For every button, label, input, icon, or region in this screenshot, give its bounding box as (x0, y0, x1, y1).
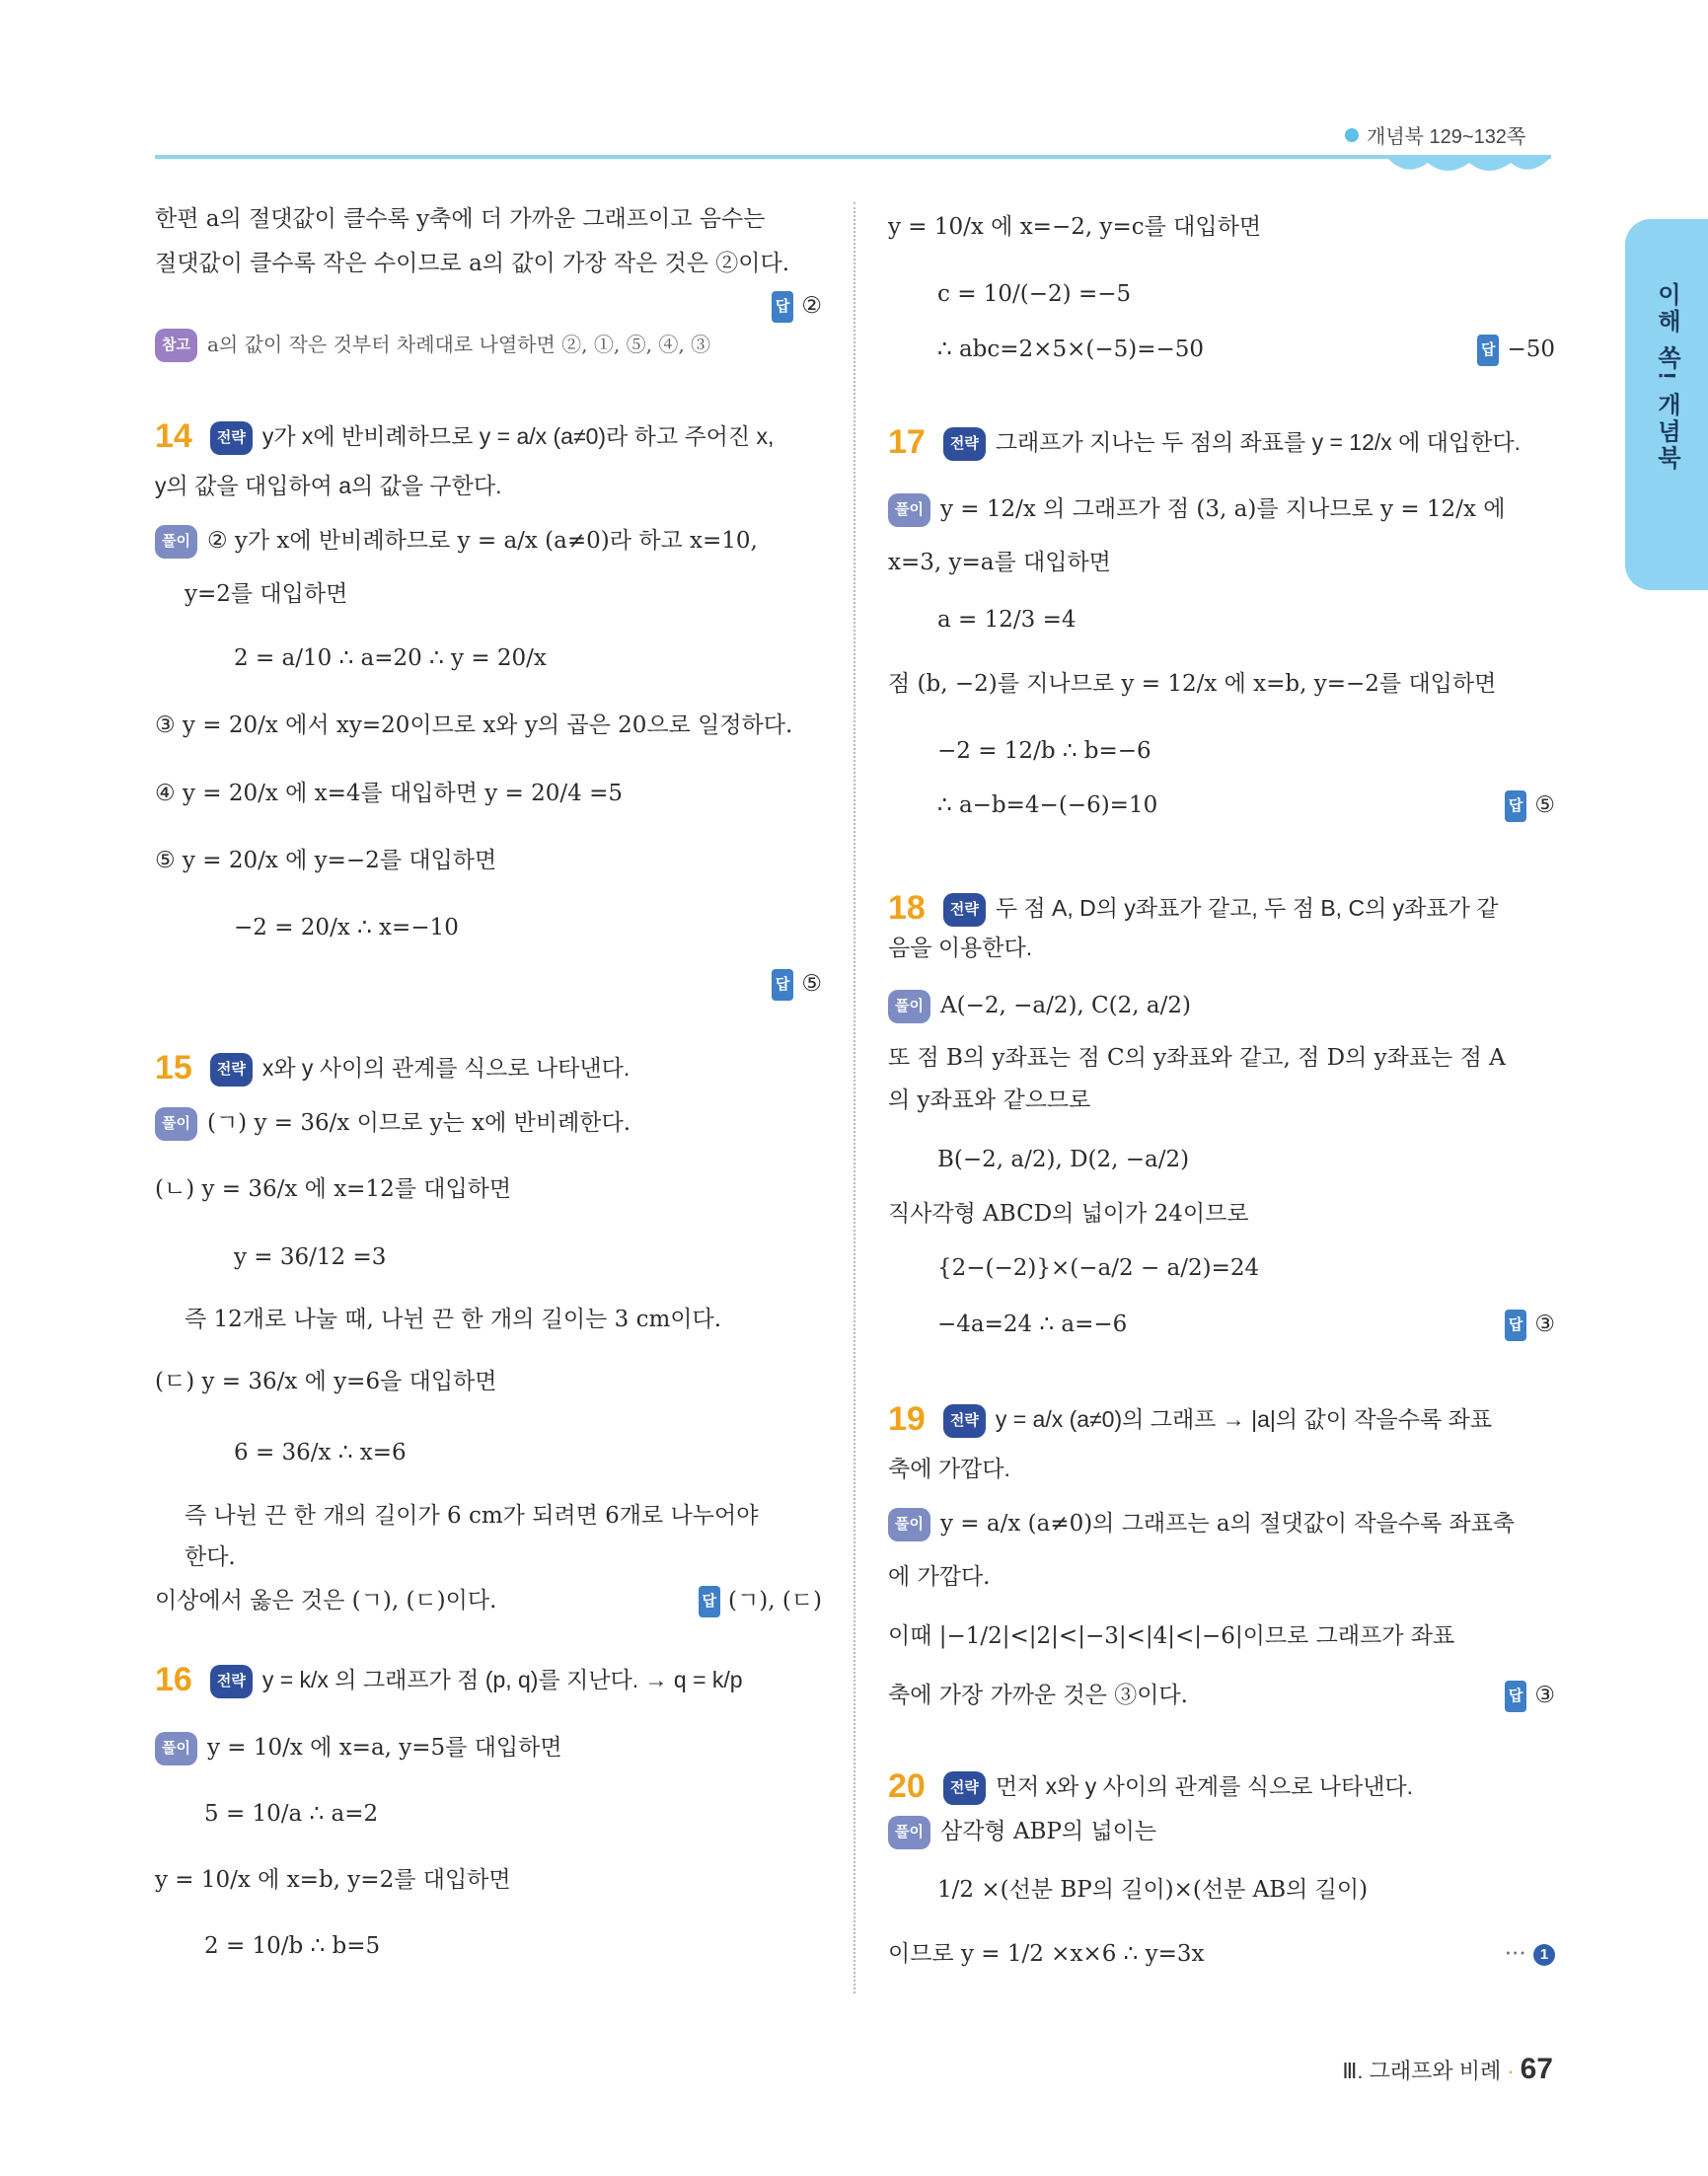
solution-line (155, 1107, 631, 1141)
answer-value: (ㄱ), (ㄷ) (728, 1588, 822, 1613)
solution-text: 이상에서 옳은 것은 (ㄱ), (ㄷ)이다. (155, 1588, 497, 1613)
answer-value: −50 (1507, 337, 1555, 362)
solution-text: −2 = 20/x ∴ x=−10 (234, 915, 459, 940)
solution-text: x=3, y=a를 대입하면 (888, 550, 1111, 575)
answer-line (1477, 335, 1555, 366)
page-number: 67 (1520, 2053, 1553, 2085)
answer-line (699, 1586, 822, 1617)
solution-line (155, 1732, 562, 1765)
solution-text: ∴ abc=2×5×(−5)=−50 (937, 337, 1205, 362)
answer-mark-icon: 답 (699, 1586, 721, 1617)
solution-tag: 풀이 (888, 1508, 930, 1541)
solution-text: −2 = 12/b ∴ b=−6 (937, 738, 1151, 764)
strategy-line (888, 1400, 1493, 1438)
strategy-tag: 전략 (943, 1771, 986, 1805)
solution-text: 이므로 y = 1/2 ×x×6 ∴ y=3x (888, 1941, 1205, 1967)
solution-text: y = 10/x 에 x=a, y=5를 대입하면 (206, 1735, 562, 1761)
solution-text: 직사각형 ABCD의 넓이가 24이므로 (888, 1201, 1249, 1227)
answer-mark-icon: 답 (1505, 1310, 1527, 1341)
answer-mark-icon: 답 (772, 969, 794, 1001)
solution-text: 2 = a/10 ∴ a=20 ∴ y = 20/x (234, 645, 547, 671)
answer-line (1505, 1681, 1555, 1712)
strategy-tag: 전략 (210, 1665, 253, 1698)
solution-line (155, 525, 758, 559)
strategy-line (888, 423, 1522, 461)
solution-text: y = 12/x 의 그래프가 점 (3, a)를 지나므로 y = 12/x 에 (939, 496, 1506, 522)
solution-text: 5 = 10/a ∴ a=2 (204, 1801, 379, 1827)
strategy-tag: 전략 (943, 1404, 986, 1438)
solution-tag: 풀이 (888, 493, 930, 527)
problem-number: 18 (888, 889, 926, 927)
solution-text: 점 (b, −2)를 지나므로 y = 12/x 에 x=b, y=−2를 대입하면 (888, 671, 1497, 697)
solution-text: B(−2, a/2), D(2, −a/2) (937, 1147, 1190, 1172)
solution-text: ④ y = 20/x 에 x=4를 대입하면 y = 20/4 =5 (155, 781, 623, 806)
strategy-text: y = k/x 의 그래프가 점 (p, q)를 지난다. → q = k/p (261, 1667, 743, 1692)
answer-value: ⑤ (1534, 792, 1555, 818)
reference-text: 개념북 129~132쪽 (1367, 126, 1526, 148)
strategy-text: 두 점 A, D의 y좌표가 같고, 두 점 B, C의 y좌표가 같 (995, 895, 1499, 921)
page-header-ref (1345, 120, 1525, 149)
solution-tag: 풀이 (155, 1732, 197, 1765)
answer-mark-icon: 답 (1505, 1681, 1527, 1712)
solution-text: 에 가깝다. (888, 1564, 991, 1590)
solution-text: −4a=24 ∴ a=−6 (937, 1312, 1128, 1337)
strategy-text: y가 x에 반비례하므로 y = a/x (a≠0)라 하고 주어진 x, (261, 423, 775, 449)
solution-text: 또 점 B의 y좌표는 점 C의 y좌표와 같고, 점 D의 y좌표는 점 A (888, 1045, 1506, 1071)
answer-line (772, 291, 822, 323)
solution-text: 즉 12개로 나눌 때, 나뉜 끈 한 개의 길이는 3 cm이다. (185, 1307, 722, 1332)
problem-number: 19 (888, 1400, 926, 1438)
strategy-line (155, 1661, 743, 1698)
answer-line (772, 969, 822, 1001)
solution-text: 2 = 10/b ∴ b=5 (204, 1933, 381, 1959)
solution-tag: 풀이 (155, 525, 197, 559)
solution-text: A(−2, −a/2), C(2, a/2) (939, 993, 1191, 1018)
strategy-text: y = a/x (a≠0)의 그래프 → |a|의 값이 작을수록 좌표 (995, 1406, 1493, 1432)
strategy-tag: 전략 (210, 1053, 253, 1087)
answer-line (1505, 790, 1555, 822)
note-tag: 참고 (155, 329, 197, 362)
solution-line (888, 990, 1191, 1023)
step-number-icon: 1 (1533, 1944, 1555, 1966)
strategy-line (155, 1049, 631, 1087)
strategy-text: 음을 이용한다. (888, 935, 1033, 960)
solution-text: ② y가 x에 반비례하므로 y = a/x (a≠0)라 하고 x=10, (206, 528, 758, 554)
solution-text: 한다. (185, 1544, 236, 1570)
solution-text: 즉 나뉜 끈 한 개의 길이가 6 cm가 되려면 6개로 나누어야 (185, 1503, 759, 1529)
strategy-line (888, 1767, 1414, 1805)
answer-value: ③ (1534, 1312, 1555, 1337)
strategy-tag: 전략 (210, 421, 253, 455)
answer-value: ③ (1534, 1683, 1555, 1708)
strategy-line (888, 889, 1499, 927)
strategy-tag: 전략 (943, 427, 986, 461)
solution-text: 이때 |−1/2|<|2|<|−3|<|4|<|−6|이므로 그래프가 좌표 (888, 1623, 1455, 1649)
solution-text: c = 10/(−2) =−5 (937, 281, 1132, 307)
solution-line (888, 1816, 1156, 1849)
bullet-dot-icon (1345, 128, 1359, 142)
answer-line (1505, 1310, 1555, 1341)
solution-text: ③ y = 20/x 에서 xy=20이므로 x와 y의 곱은 20으로 일정하다. (155, 713, 793, 738)
answer-mark-icon: 답 (772, 291, 794, 323)
side-tab-label: 이해 쏙! 개념북 (1653, 282, 1680, 473)
solution-text: (ㄴ) y = 36/x 에 x=12를 대입하면 (155, 1176, 512, 1202)
strategy-tag: 전략 (943, 893, 986, 927)
solution-text: ∴ a−b=4−(−6)=10 (937, 792, 1158, 818)
solution-text: ⑤ y = 20/x 에 y=−2를 대입하면 (155, 848, 497, 873)
problem-number: 16 (155, 1661, 192, 1698)
step-marker: ··· 1 (1505, 1939, 1555, 1969)
solution-text: 축에 가장 가까운 것은 ③이다. (888, 1683, 1188, 1708)
text-line: 절댓값이 클수록 작은 수이므로 a의 값이 가장 작은 것은 ②이다. (155, 251, 790, 276)
answer-value: ② (801, 293, 822, 319)
solution-text: (ㄱ) y = 36/x 이므로 y는 x에 반비례한다. (206, 1110, 631, 1136)
strategy-text: y의 값을 대입하여 a의 값을 구한다. (155, 473, 502, 498)
answer-mark-icon: 답 (1477, 335, 1500, 366)
solution-line (888, 493, 1505, 527)
solution-text: 의 y좌표와 같으므로 (888, 1088, 1091, 1113)
problem-number: 15 (155, 1049, 192, 1087)
solution-text: {2−(−2)}×(−a/2 − a/2)=24 (937, 1255, 1260, 1281)
solution-line (888, 1508, 1515, 1541)
strategy-line (155, 417, 775, 455)
page-footer: Ⅲ. 그래프와 비례 · 67 (1342, 2053, 1553, 2085)
solution-text: a = 12/3 =4 (937, 607, 1077, 633)
note-line (155, 329, 710, 362)
solution-text: y = 10/x 에 x=−2, y=c를 대입하면 (888, 214, 1262, 240)
solution-text: 1/2 ×(선분 BP의 길이)×(선분 AB의 길이) (937, 1877, 1369, 1903)
solution-text: 삼각형 ABP의 넓이는 (939, 1819, 1157, 1844)
strategy-text: 축에 가깝다. (888, 1456, 1010, 1481)
column-divider (854, 202, 855, 1993)
solution-tag: 풀이 (888, 1816, 930, 1849)
answer-value: ⑤ (801, 971, 822, 997)
wave-decoration-icon (1386, 157, 1551, 179)
solution-text: y = 36/12 =3 (234, 1244, 387, 1270)
solution-text: (ㄷ) y = 36/x 에 y=6을 대입하면 (155, 1369, 497, 1394)
problem-number: 20 (888, 1767, 926, 1805)
strategy-text: 먼저 x와 y 사이의 관계를 식으로 나타낸다. (995, 1773, 1414, 1799)
strategy-text: 그래프가 지나는 두 점의 좌표를 y = 12/x 에 대입한다. (995, 429, 1522, 455)
strategy-text: x와 y 사이의 관계를 식으로 나타낸다. (261, 1055, 631, 1081)
solution-tag: 풀이 (888, 990, 930, 1023)
solution-text: 6 = 36/x ∴ x=6 (234, 1440, 407, 1465)
solution-text: y = 10/x 에 x=b, y=2를 대입하면 (155, 1867, 511, 1893)
problem-number: 17 (888, 423, 926, 461)
side-tab[interactable] (1625, 219, 1708, 590)
solution-tag: 풀이 (155, 1107, 197, 1141)
solution-text: y=2를 대입하면 (185, 581, 348, 607)
answer-mark-icon: 답 (1505, 790, 1527, 822)
text-line: 한편 a의 절댓값이 클수록 y축에 더 가까운 그래프이고 음수는 (155, 206, 766, 232)
header-rule (155, 155, 1551, 159)
chapter-title: Ⅲ. 그래프와 비례 (1342, 2059, 1502, 2083)
problem-number: 14 (155, 417, 192, 455)
note-text: a의 값이 작은 것부터 차례대로 나열하면 ②, ①, ⑤, ④, ③ (206, 333, 711, 356)
solution-text: y = a/x (a≠0)의 그래프는 a의 절댓값이 작을수록 좌표축 (939, 1511, 1516, 1537)
